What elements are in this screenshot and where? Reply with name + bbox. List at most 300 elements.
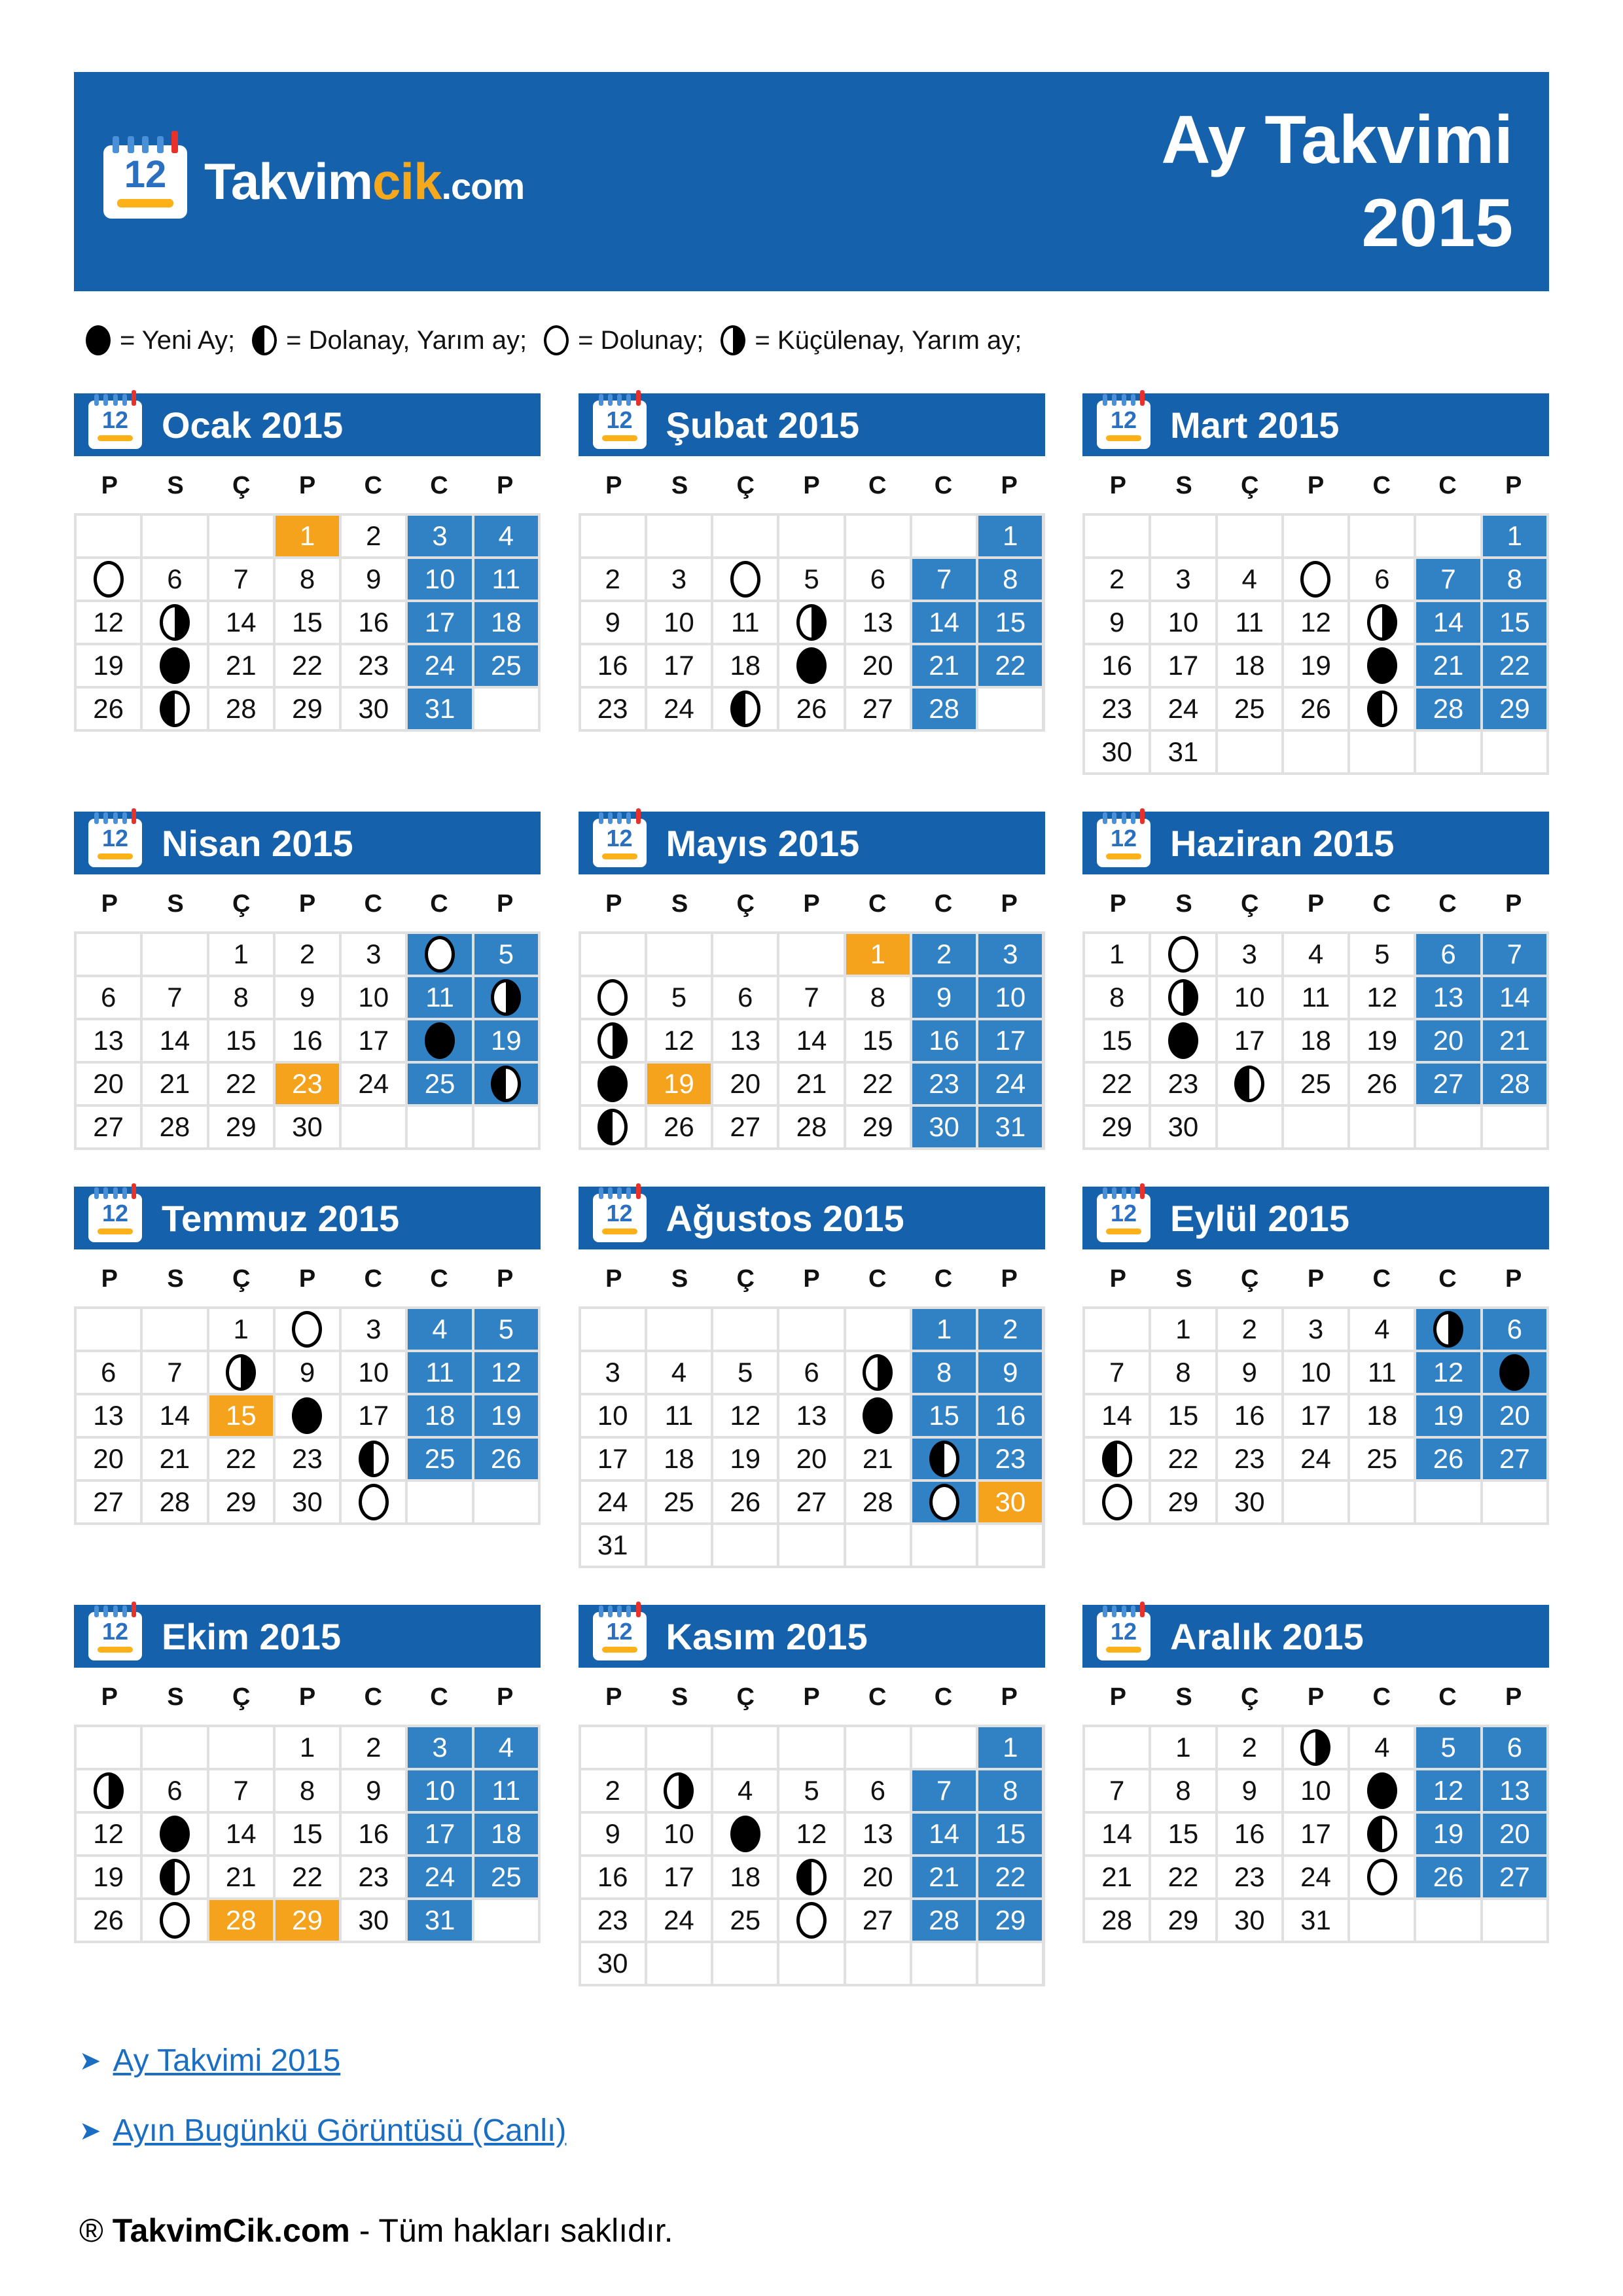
day-cell: 20 [779,1439,843,1479]
week-row [581,1352,1043,1393]
last-quarter-moon-icon [796,604,827,641]
full-moon-icon [94,561,124,598]
new-moon-icon [1367,647,1397,684]
day-cell: 24 [1284,1857,1347,1897]
day-cell: 4 [647,1352,711,1393]
weekend-day-cell: 4 [474,1727,538,1768]
day-cell: 12 [713,1395,777,1436]
month-grid [74,931,541,1150]
month-grid [1082,1306,1549,1525]
moon-day-cell [1085,1482,1149,1522]
week-row [77,1770,538,1811]
month-grid [74,513,541,732]
moon-day-cell [342,1439,405,1479]
day-cell: 26 [1284,689,1347,729]
moon-day-cell [474,977,538,1018]
week-row [1085,1900,1546,1941]
day-cell: 28 [143,1482,206,1522]
empty-cell [779,1525,843,1566]
moon-day-cell [1151,977,1215,1018]
weekend-day-cell: 20 [1483,1814,1546,1854]
moon-day-cell [1151,934,1215,975]
link-ayin-bugunku-goruntusu[interactable]: Ayın Bugünkü Görüntüsü (Canlı) [113,2113,567,2148]
day-cell: 6 [143,1770,206,1811]
day-cell: 28 [779,1107,843,1147]
day-cell: 15 [1151,1395,1215,1436]
day-cell: 29 [1151,1900,1215,1941]
day-cell: 5 [713,1352,777,1393]
legend-item-last-quarter [721,325,1022,355]
moon-day-cell [1350,1770,1414,1811]
day-cell: 8 [209,977,273,1018]
calendar-icon-pins [1103,1605,1145,1617]
calendar-icon-bar [98,435,133,441]
day-cell: 26 [77,1900,140,1941]
weekend-day-cell: 9 [978,1352,1042,1393]
copyright-brand: TakvimCik.com [112,2212,350,2249]
day-cell: 24 [1284,1439,1347,1479]
empty-cell [779,1309,843,1350]
day-cell: 12 [77,602,140,643]
week-row [77,1107,538,1147]
month-temmuz-2015 [74,1187,541,1568]
month-aralik-2015 [1082,1605,1549,1986]
weekend-day-cell: 9 [912,977,976,1018]
weekend-day-cell: 7 [1416,559,1480,600]
day-cell: 21 [143,1439,206,1479]
day-cell: 9 [342,1770,405,1811]
weekday-label: C [1438,890,1457,918]
week-row [77,1814,538,1854]
week-row [1085,934,1546,975]
copyright-suffix: - Tüm hakları saklıdır. [359,2212,673,2249]
week-row [581,1309,1043,1350]
weekend-day-cell: 5 [1416,1727,1480,1768]
weekday-header-row [1082,1668,1549,1725]
weekend-day-cell: 23 [912,1064,976,1104]
day-cell: 23 [581,1900,645,1941]
month-banner-ocak-2015 [74,393,541,456]
empty-cell [581,516,645,556]
moon-day-cell [912,1482,976,1522]
empty-cell [474,1900,538,1941]
day-cell: 7 [209,559,273,600]
day-cell: 15 [1151,1814,1215,1854]
day-cell: 29 [846,1107,910,1147]
week-row [1085,1352,1546,1393]
week-row [581,1064,1043,1104]
weekend-day-cell: 30 [912,1107,976,1147]
moon-day-cell [408,934,471,975]
weekday-label: Ç [232,1265,251,1293]
day-cell: 23 [1151,1064,1215,1104]
calendar-icon-bar [602,435,637,441]
weekday-label: P [1001,472,1018,499]
calendar-icon [1097,401,1150,449]
day-cell: 18 [1218,645,1281,686]
calendar-icon-bar [602,1229,637,1234]
weekday-header-row [579,456,1045,513]
footer-link-row-1 [79,2043,1549,2079]
week-row [77,1064,538,1104]
week-row [77,1309,538,1350]
legend-item-new [86,325,235,355]
day-cell: 6 [1350,559,1414,600]
day-cell: 25 [1284,1064,1347,1104]
calendar-icon-number: 12 [606,1618,633,1645]
copyright-text [79,2212,1549,2250]
weekend-day-cell: 31 [408,689,471,729]
weekday-label: Ç [736,1683,755,1711]
new-moon-icon [160,1816,190,1852]
weekday-label: P [1307,1683,1325,1711]
weekday-label: C [934,890,953,918]
day-cell: 4 [1350,1727,1414,1768]
week-row [581,1770,1043,1811]
moon-day-cell [713,689,777,729]
calendar-icon [1097,819,1150,867]
full-moon-icon [544,325,569,355]
empty-cell [77,1309,140,1350]
calendar-icon-pins [1103,1187,1145,1199]
calendar-icon-number: 12 [1110,406,1137,433]
weekend-day-cell: 24 [978,1064,1042,1104]
empty-cell [1350,1900,1414,1941]
weekend-day-cell: 10 [978,977,1042,1018]
day-cell: 28 [143,1107,206,1147]
empty-cell [647,1525,711,1566]
empty-cell [647,1943,711,1984]
day-cell: 18 [713,645,777,686]
moon-day-cell [1350,645,1414,686]
weekend-day-cell: 17 [978,1020,1042,1061]
month-grid [1082,513,1549,775]
weekend-day-cell: 25 [474,1857,538,1897]
moon-day-cell [342,1482,405,1522]
empty-cell [209,516,273,556]
day-cell: 17 [1284,1395,1347,1436]
weekend-day-cell: 25 [408,1064,471,1104]
empty-cell [143,934,206,975]
weekday-label: P [803,1265,820,1293]
day-cell: 14 [1085,1395,1149,1436]
day-cell: 16 [1218,1395,1281,1436]
day-cell: 30 [1085,732,1149,772]
empty-cell [1284,1482,1347,1522]
month-grid [579,513,1045,732]
day-cell: 19 [77,645,140,686]
weekday-label: P [1109,890,1127,918]
new-moon-icon [796,647,827,684]
month-banner-agustos-2015 [579,1187,1045,1249]
weekend-day-cell: 26 [1416,1857,1480,1897]
weekday-label: P [1307,1265,1325,1293]
weekend-day-cell: 2 [978,1309,1042,1350]
day-cell: 3 [647,559,711,600]
copyright-symbol: ® [79,2212,103,2249]
holiday-day-cell: 19 [647,1064,711,1104]
moon-day-cell [143,689,206,729]
day-cell: 22 [209,1439,273,1479]
day-cell: 29 [209,1107,273,1147]
weekday-label: P [605,472,622,499]
weekend-day-cell: 21 [1416,645,1480,686]
day-cell: 7 [779,977,843,1018]
weekend-day-cell: 19 [1416,1395,1480,1436]
day-cell: 24 [647,1900,711,1941]
empty-cell [1350,516,1414,556]
site-logo [103,145,524,219]
weekday-label: C [868,472,887,499]
day-cell: 6 [779,1352,843,1393]
month-subat-2015 [579,393,1045,775]
day-cell: 15 [846,1020,910,1061]
moon-day-cell [779,1900,843,1941]
day-cell: 21 [779,1064,843,1104]
week-row [581,516,1043,556]
weekday-label: Ç [1241,1683,1259,1711]
weekday-label: C [1372,472,1391,499]
moon-day-cell [581,1064,645,1104]
moon-day-cell [779,1857,843,1897]
moon-day-cell [713,559,777,600]
weekend-day-cell: 5 [474,1309,538,1350]
weekend-day-cell: 14 [1416,602,1480,643]
month-title: Temmuz 2015 [162,1197,400,1239]
day-cell: 18 [713,1857,777,1897]
weekend-day-cell: 21 [1483,1020,1546,1061]
empty-cell [1350,1107,1414,1147]
month-banner-ekim-2015 [74,1605,541,1668]
day-cell: 3 [342,1309,405,1350]
weekday-label: C [868,890,887,918]
day-cell: 29 [1085,1107,1149,1147]
week-row [1085,1395,1546,1436]
logo-takvim: Takvim [204,152,373,210]
calendar-icon [593,401,647,449]
day-cell: 13 [77,1020,140,1061]
weekend-day-cell: 1 [978,1727,1042,1768]
last-quarter-moon-icon [491,979,521,1016]
moon-day-cell [779,602,843,643]
week-row [1085,645,1546,686]
first-quarter-moon-icon [1102,1441,1132,1477]
last-quarter-moon-icon [160,604,190,641]
day-cell: 26 [77,689,140,729]
weekend-day-cell: 21 [912,645,976,686]
week-row [1085,977,1546,1018]
weekend-day-cell: 24 [408,1857,471,1897]
day-cell: 22 [1151,1857,1215,1897]
day-cell: 9 [1218,1352,1281,1393]
day-cell: 8 [1151,1352,1215,1393]
week-row [1085,1020,1546,1061]
day-cell: 2 [342,1727,405,1768]
week-row [1085,1107,1546,1147]
weekend-day-cell: 27 [1483,1857,1546,1897]
month-title: Aralık 2015 [1170,1615,1364,1657]
empty-cell [1284,732,1347,772]
empty-cell [1483,1900,1546,1941]
empty-cell [581,1309,645,1350]
calendar-icon-pins [599,812,641,824]
day-cell: 10 [581,1395,645,1436]
day-cell: 29 [276,689,339,729]
weekend-day-cell: 14 [1483,977,1546,1018]
weekday-label: P [1505,472,1522,499]
moon-day-cell [1350,602,1414,643]
weekday-label: Ç [736,1265,755,1293]
month-title: Ağustos 2015 [666,1197,904,1239]
day-cell: 7 [209,1770,273,1811]
day-cell: 25 [1350,1439,1414,1479]
moon-day-cell [713,1814,777,1854]
weekday-label: C [1438,472,1457,499]
moon-day-cell [77,1770,140,1811]
week-row [77,645,538,686]
day-cell: 17 [1218,1020,1281,1061]
day-cell: 3 [581,1352,645,1393]
day-cell: 20 [77,1439,140,1479]
day-cell: 24 [647,689,711,729]
day-cell: 10 [1284,1770,1347,1811]
calendar-icon [593,819,647,867]
last-quarter-moon-icon [1300,1729,1330,1766]
month-banner-temmuz-2015 [74,1187,541,1249]
weekend-day-cell: 10 [408,559,471,600]
weekend-day-cell: 11 [408,977,471,1018]
day-cell: 23 [276,1439,339,1479]
week-row [1085,1064,1546,1104]
weekday-label: S [671,1265,688,1293]
week-row [1085,1439,1546,1479]
weekday-label: C [364,890,382,918]
empty-cell [77,516,140,556]
moon-day-cell [143,645,206,686]
day-cell: 14 [143,1395,206,1436]
month-banner-subat-2015 [579,393,1045,456]
day-cell: 19 [1350,1020,1414,1061]
week-row [581,1020,1043,1061]
last-quarter-moon-icon [1367,604,1397,641]
moon-day-cell [143,602,206,643]
weekend-day-cell: 1 [1483,516,1546,556]
month-mart-2015 [1082,393,1549,775]
day-cell: 13 [846,602,910,643]
weekday-label: C [1438,1265,1457,1293]
week-row [1085,1814,1546,1854]
moon-day-cell [846,1352,910,1393]
day-cell: 2 [1218,1309,1281,1350]
weekday-label: S [671,472,688,499]
day-cell: 3 [1284,1309,1347,1350]
calendar-icon-number: 12 [606,1200,633,1227]
day-cell: 23 [1085,689,1149,729]
month-grid [1082,931,1549,1150]
weekday-label: C [364,472,382,499]
week-row [1085,516,1546,556]
first-quarter-moon-icon [1367,691,1397,727]
day-cell: 16 [1218,1814,1281,1854]
day-cell: 8 [1085,977,1149,1018]
day-cell: 14 [143,1020,206,1061]
day-cell: 20 [77,1064,140,1104]
day-cell: 2 [1085,559,1149,600]
weekday-label: C [934,1683,953,1711]
weekday-label: P [1109,1683,1127,1711]
day-cell: 14 [779,1020,843,1061]
weekend-day-cell: 12 [474,1352,538,1393]
legend-item-full [544,325,704,355]
weekday-label: C [868,1683,887,1711]
empty-cell [1085,1309,1149,1350]
day-cell: 16 [342,602,405,643]
weekend-day-cell: 24 [408,645,471,686]
moon-day-cell [1350,689,1414,729]
month-grid [74,1725,541,1943]
calendar-icon [88,1612,142,1660]
day-cell: 12 [779,1814,843,1854]
day-cell: 14 [209,1814,273,1854]
empty-cell [1483,1107,1546,1147]
day-cell: 29 [1151,1482,1215,1522]
day-cell: 11 [713,602,777,643]
day-cell: 31 [581,1525,645,1566]
moon-day-cell [209,1352,273,1393]
day-cell: 11 [647,1395,711,1436]
weekday-label: P [298,1265,316,1293]
empty-cell [1416,1482,1480,1522]
week-row [77,689,538,729]
legend-label-last-quarter: = Küçülenay, Yarım ay; [755,325,1022,355]
weekend-day-cell: 1 [978,516,1042,556]
empty-cell [1284,516,1347,556]
day-cell: 15 [276,602,339,643]
day-cell: 10 [647,602,711,643]
day-cell: 15 [276,1814,339,1854]
weekend-day-cell: 28 [912,1900,976,1941]
day-cell: 5 [1350,934,1414,975]
calendar-icon-number: 12 [101,1200,129,1227]
week-row [1085,732,1546,772]
link-ay-takvimi-2015[interactable]: Ay Takvimi 2015 [113,2043,341,2078]
arrow-right-icon: ➤ [79,2046,101,2075]
month-kasim-2015 [579,1605,1045,1986]
last-quarter-moon-icon [721,325,745,355]
calendar-icon-number: 12 [1110,1618,1137,1645]
weekday-label: Ç [232,890,251,918]
day-cell: 16 [581,1857,645,1897]
day-cell: 12 [77,1814,140,1854]
calendar-icon-pins [599,1187,641,1199]
day-cell: 8 [846,977,910,1018]
weekday-label: P [803,472,820,499]
calendar-icon-bar [1106,853,1141,859]
moon-day-cell [581,977,645,1018]
weekday-label: C [1438,1683,1457,1711]
day-cell: 10 [1284,1352,1347,1393]
calendar-icon [593,1612,647,1660]
weekday-header-row [74,1668,541,1725]
month-grid [579,931,1045,1150]
week-row [1085,1309,1546,1350]
weekday-label: P [298,472,316,499]
weekend-day-cell: 8 [978,1770,1042,1811]
month-agustos-2015 [579,1187,1045,1568]
weekday-label: Ç [232,1683,251,1711]
weekday-label: P [1505,1683,1522,1711]
month-ocak-2015 [74,393,541,775]
